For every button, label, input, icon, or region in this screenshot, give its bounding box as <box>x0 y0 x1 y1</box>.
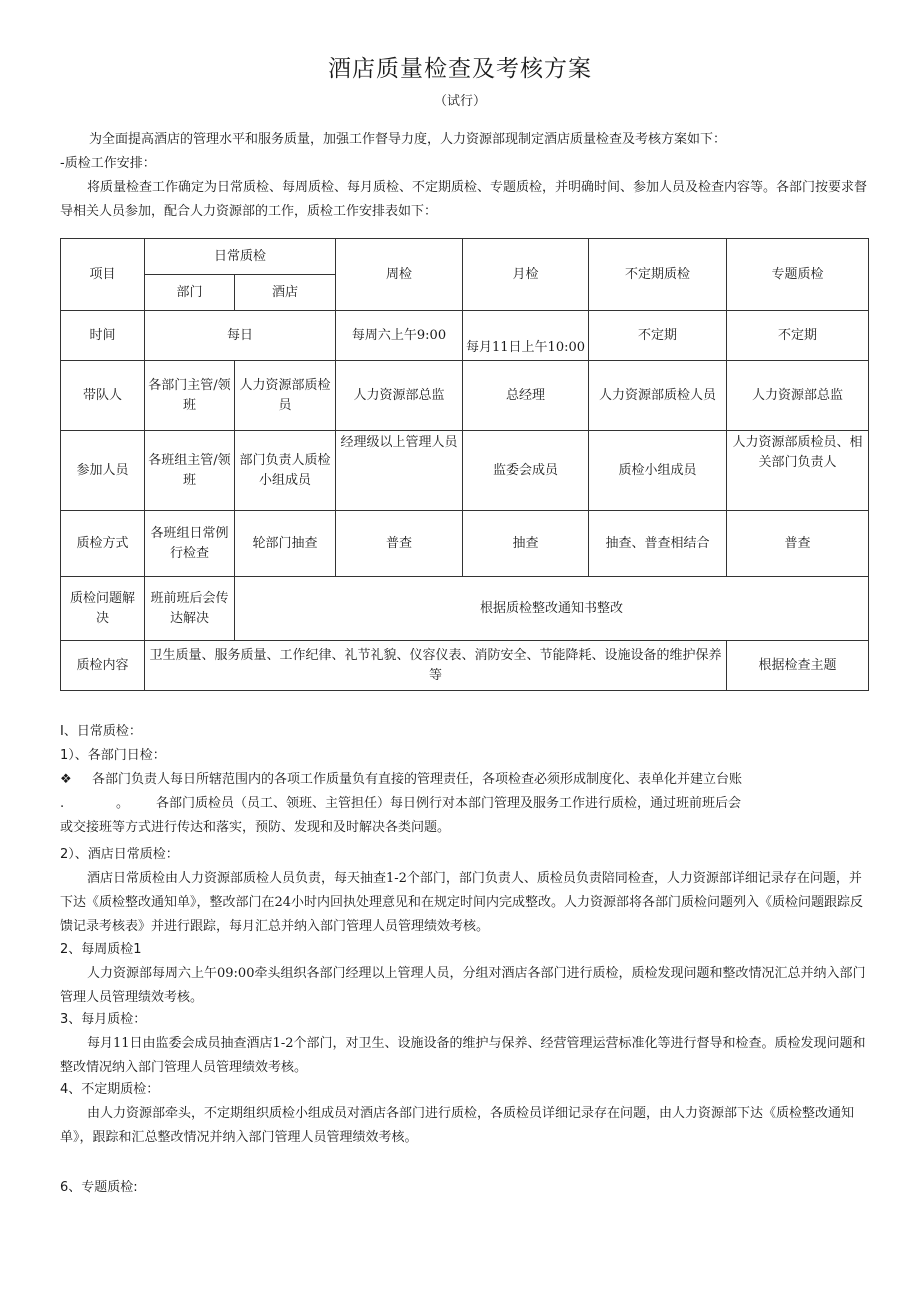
cell-leader-hotel: 人力资源部质检员 <box>235 361 336 431</box>
cell-leader-dept: 各部门主管/领班 <box>145 361 235 431</box>
section-daily-bullet-text: 各部门负责人每日所辖范围内的各项工作质量负有直接的管理责任，各项检查必须形成制度化、表单化并建立台账 <box>92 772 743 787</box>
row-label-resolution: 质检问题解决 <box>61 577 145 641</box>
row-label-content: 质检内容 <box>61 641 145 691</box>
table-row <box>61 511 869 577</box>
header-irregular: 不定期质检 <box>589 239 727 311</box>
cell-participants-special: 人力资源部质检员、相关部门负责人 <box>727 431 869 511</box>
section-daily-sub2-text: 酒店日常质检由人力资源部质检人员负责，每天抽查1-2个部门，部门负责人、质检员负责陪同检查，人力资源部详细记录存在问题，并下达《质检整改通知单》，整改部门在24小时内回执处理意见和在规定时间内完成整改。人力资源部将各部门质检问题列入《质检问题跟踪反馈记录考核表》并进行跟踪，每月汇总并纳入部门管理人员管理绩效考核。 <box>60 871 864 934</box>
document-title: 酒店质量检查及考核方案 <box>328 56 592 82</box>
section-daily-para-b: 或交接班等方式进行传达和落实，预防、发现和及时解决各类问题。 <box>60 820 451 835</box>
cell-participants-dept: 各班组主管/领班 <box>145 431 235 511</box>
cell-content-main: 卫生质量、服务质量、工作纪律、礼节礼貌、仪容仪表、消防安全、节能降耗、设施设备的维护保养等 <box>145 641 727 691</box>
schedule-paragraph: 将质量检查工作确定为日常质检、每周质检、每月质检、不定期质检、专题质检，并明确时间、参加人员及检查内容等。各部门按要求督导相关人员参加，配合人力资源部的工作，质检工作安排表如下： <box>60 180 868 219</box>
row-label-time: 时间 <box>61 311 145 361</box>
intro-paragraph: 为全面提高酒店的管理水平和服务质量，加强工作督导力度，人力资源部现制定酒店质量检查及考核方案如下： <box>89 132 727 147</box>
cell-participants-weekly: 经理级以上管理人员 <box>336 431 463 511</box>
row-label-leader: 带队人 <box>61 361 145 431</box>
table-row <box>61 577 869 641</box>
row-label-method: 质检方式 <box>61 511 145 577</box>
cell-time-daily: 每日 <box>145 311 336 361</box>
section-monthly-text: 每月11日由监委会成员抽查酒店1-2个部门，对卫生、设施设备的维护与保养、经营管理运营标准化等进行督导和检查。质检发现问题和整改情况纳入部门管理人员管理绩效考核。 <box>60 1036 866 1075</box>
cell-leader-irregular: 人力资源部质检人员 <box>589 361 727 431</box>
header-monthly: 月检 <box>463 239 589 311</box>
table-row <box>61 311 869 361</box>
header-dept: 部门 <box>145 275 235 311</box>
bullet-icon: ❖ <box>60 772 72 787</box>
document-subtitle: （试行） <box>433 94 486 109</box>
section-weekly-heading: 2、每周质检1 <box>60 942 142 957</box>
cell-participants-irregular: 质检小组成员 <box>589 431 727 511</box>
cell-resolution-rest: 根据质检整改通知书整改 <box>235 577 869 641</box>
section-irregular-text: 由人力资源部牵头，不定期组织质检小组成员对酒店各部门进行质检，各质检员详细记录存在问题，由人力资源部下达《质检整改通知单》，跟踪和汇总整改情况并纳入部门管理人员管理绩效考核。 <box>60 1106 855 1145</box>
cell-method-weekly: 普查 <box>336 511 463 577</box>
header-item: 项目 <box>61 239 145 311</box>
cell-resolution-dept: 班前班后会传达解决 <box>145 577 235 641</box>
section-special-heading: 6、专题质检: <box>60 1180 138 1195</box>
section-monthly-heading: 3、每月质检： <box>60 1012 147 1027</box>
cell-method-dept: 各班组日常例行检查 <box>145 511 235 577</box>
section-daily-heading: I、日常质检： <box>60 724 142 739</box>
section-daily-para-a: 各部门质检员（员工、领班、主管担任）每日例行对本部门管理及服务工作进行质检，通过班前班后会 <box>156 796 742 811</box>
section-heading-schedule: -质检工作安排： <box>60 156 156 171</box>
cell-method-special: 普查 <box>727 511 869 577</box>
inspection-schedule-table <box>60 238 869 691</box>
table-row <box>61 431 869 511</box>
cell-time-monthly: 每月11日上午10:00 <box>463 311 589 361</box>
header-daily: 日常质检 <box>145 239 336 275</box>
table-header-row <box>61 239 869 275</box>
section-daily-sub2: 2）、酒店日常质检： <box>60 847 179 862</box>
cell-time-special: 不定期 <box>727 311 869 361</box>
cell-method-monthly: 抽查 <box>463 511 589 577</box>
cell-method-hotel: 轮部门抽查 <box>235 511 336 577</box>
dot-marker: . <box>60 796 65 811</box>
cell-leader-special: 人力资源部总监 <box>727 361 869 431</box>
cell-leader-weekly: 人力资源部总监 <box>336 361 463 431</box>
header-hotel: 酒店 <box>235 275 336 311</box>
header-weekly: 周检 <box>336 239 463 311</box>
table-row <box>61 641 869 691</box>
table-row <box>61 361 869 431</box>
section-irregular-heading: 4、不定期质检： <box>60 1082 160 1097</box>
cell-method-irregular: 抽查、普查相结合 <box>589 511 727 577</box>
dot-marker: 。 <box>116 796 130 811</box>
cell-leader-monthly: 总经理 <box>463 361 589 431</box>
cell-content-special: 根据检查主题 <box>727 641 869 691</box>
row-label-participants: 参加人员 <box>61 431 145 511</box>
section-daily-sub1: 1）、各部门日检： <box>60 748 166 763</box>
section-weekly-text: 人力资源部每周六上午09:00牵头组织各部门经理以上管理人员，分组对酒店各部门进行质检，质检发现问题和整改情况汇总并纳入部门管理人员管理绩效考核。 <box>60 966 866 1005</box>
cell-time-irregular: 不定期 <box>589 311 727 361</box>
cell-time-weekly: 每周六上午9:00 <box>336 311 463 361</box>
cell-participants-hotel: 部门负责人质检小组成员 <box>235 431 336 511</box>
cell-participants-monthly: 监委会成员 <box>463 431 589 511</box>
header-special: 专题质检 <box>727 239 869 311</box>
